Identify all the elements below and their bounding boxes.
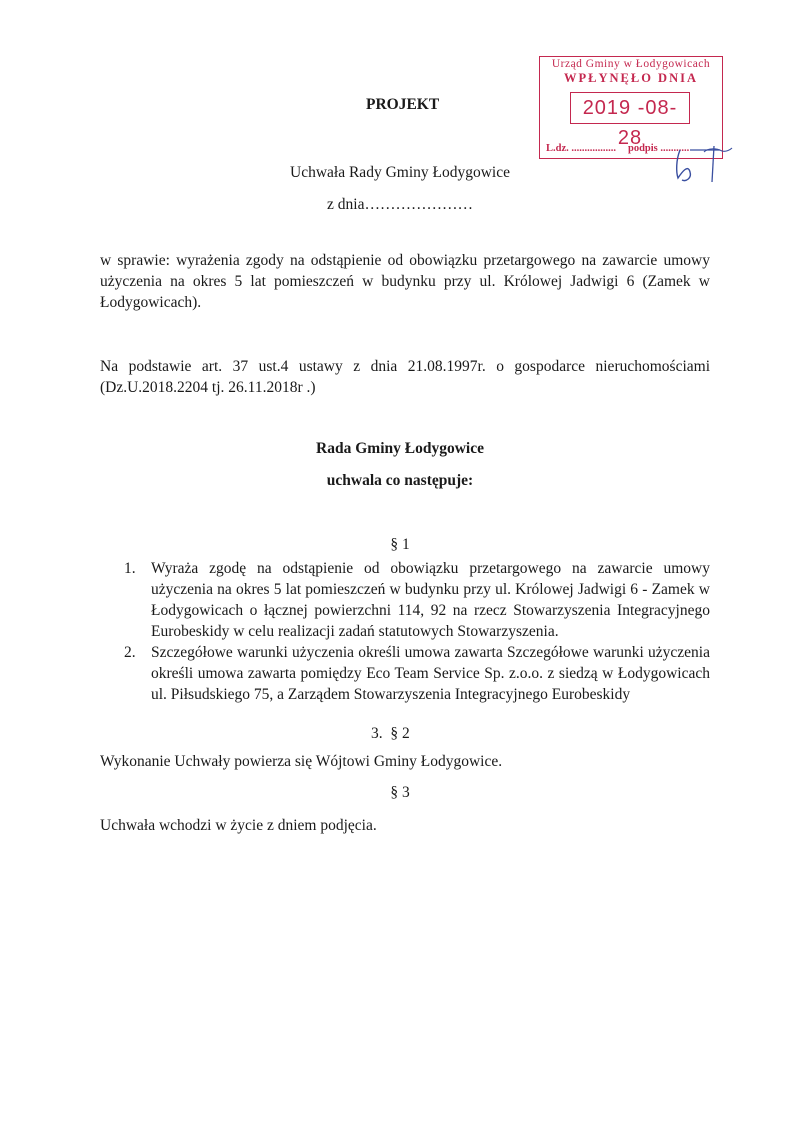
- section-2-heading: 3. § 2: [371, 725, 410, 742]
- stamp-ldz: L.dz. .................: [546, 143, 617, 154]
- section-1-heading: § 1: [390, 536, 410, 553]
- stamp-date: 2019 -08- 28: [570, 92, 690, 124]
- resolves-heading: uchwala co następuje:: [326, 472, 474, 489]
- list-item: [124, 642, 710, 705]
- stamp-office-name: Urząd Gminy w Łodygowicach: [551, 58, 711, 70]
- list-item: [124, 558, 710, 642]
- list-item-text: Wyraża zgodę na odstąpienie od obowiązku przetargowego na zawarcie umowy użyczenia na okres 5 lat pomieszczeń w budynku przy ul. Królowej Jadwigi 6 - Zamek w Łodygowicach o łącznej powierzchni 114, 92 na rzecz Stowarzyszenia Integracyjnego Eurobeskidy w celu realizacji zadań statutowych Stowarzyszenia.: [151, 560, 710, 640]
- date-line: z dnia…………………: [327, 196, 473, 213]
- section-1-list: [124, 558, 710, 705]
- list-item-number: 2.: [124, 644, 136, 661]
- section-3-heading: § 3: [390, 784, 410, 801]
- list-item-text: Szczegółowe warunki użyczenia określi umowa zawarta Szczegółowe warunki użyczenia określi umowa zawarta pomiędzy Eco Team Service Sp. z.o.o. z siedzą w Łodygowicach ul. Piłsudskiego 75, a Zarządem Stowarzyszenia Integracyjnego Eurobeskidy: [151, 644, 710, 703]
- resolution-title: Uchwała Rady Gminy Łodygowice: [290, 164, 510, 181]
- projekt-label: PROJEKT: [366, 96, 440, 113]
- legal-basis-paragraph: Na podstawie art. 37 ust.4 ustawy z dnia 21.08.1997r. o gospodarce nieruchomościami (Dz.U.2018.2204 tj. 26.11.2018r .): [100, 358, 710, 396]
- council-heading: Rada Gminy Łodygowice: [316, 440, 484, 457]
- list-item-number: 1.: [124, 560, 136, 577]
- section-3-text: Uchwała wchodzi w życie z dniem podjęcia.: [100, 817, 377, 834]
- handwritten-signature: [660, 142, 740, 192]
- stamp-podpis: podpis ...........: [628, 143, 690, 154]
- subject-paragraph: w sprawie: wyrażenia zgody na odstąpienie od obowiązku przetargowego na zawarcie umowy użyczenia na okres 5 lat pomieszczeń w budynku przy ul. Królowej Jadwigi 6 (Zamek w Łodygowicach).: [100, 252, 710, 311]
- section-2-text: Wykonanie Uchwały powierza się Wójtowi Gminy Łodygowice.: [100, 753, 503, 770]
- stamp-received-label: WPŁYNĘŁO DNIA: [564, 71, 698, 85]
